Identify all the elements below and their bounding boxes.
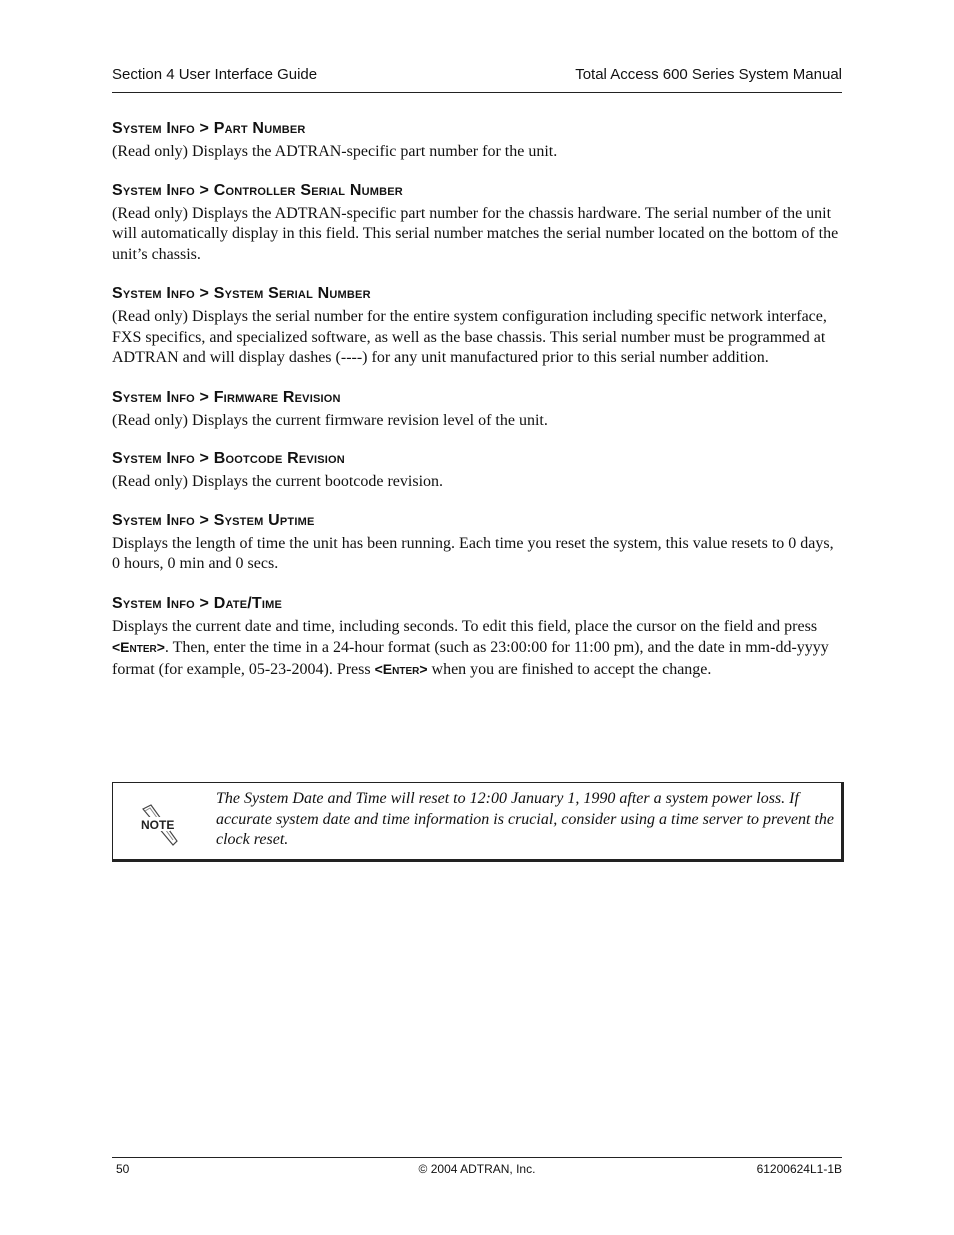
section-body: (Read only) Displays the serial number for the entire system configuration including specific network interface, FXS specifics, and specialized software, as well as the base chassis. This serial number must be programmed at ADTRAN and will display dashes (----) for any unit manufactured prior to this serial number addition. — [112, 308, 827, 366]
section-heading: System Info > Date/Time — [112, 594, 283, 612]
note-icon — [137, 803, 181, 847]
section-heading: System Info > Bootcode Revision — [112, 450, 345, 467]
section-controller-serial-number — [112, 182, 842, 266]
header-section-title: Section 4 User Interface Guide — [112, 66, 318, 83]
enter-key-label: <Enter> — [374, 660, 428, 677]
header-manual-title: Total Access 600 Series System Manual — [575, 66, 842, 83]
note-box — [112, 782, 844, 862]
section-body: (Read only) Displays the current bootcode revision. — [112, 473, 444, 490]
section-bootcode-revision — [112, 450, 842, 493]
section-body: (Read only) Displays the current firmware revision level of the unit. — [112, 411, 548, 429]
page-footer — [112, 1157, 842, 1180]
body-text: . Then, enter the time in a 24-hour format (such as 23:00:00 for 11:00 pm), and the date in mm-dd-yyyy format (for example, 05-23-2004). Press — [112, 639, 829, 678]
section-body: (Read only) Displays the ADTRAN-specific part number for the unit. — [112, 143, 558, 160]
document-number: 61200624L1-1B — [756, 1162, 842, 1176]
body-text: when you are finished to accept the change. — [427, 660, 712, 678]
section-body: Displays the length of time the unit has been running. Each time you reset the system, this value resets to 0 days, 0 hours, 0 min and 0 secs. — [112, 534, 834, 572]
section-body — [112, 617, 842, 681]
section-heading: System Info > System Serial Number — [112, 285, 371, 302]
page-number: 50 — [116, 1162, 130, 1176]
section-part-number — [112, 120, 842, 163]
section-body: (Read only) Displays the ADTRAN-specific part number for the chassis hardware. The serial number of the unit will automatically display in this field. This serial number matches the serial number located on the bottom of the unit’s chassis. — [112, 204, 839, 263]
enter-key-label: <Enter> — [112, 639, 165, 655]
body-text: Displays the current date and time, including seconds. To edit this field, place the cursor on the field and press — [112, 617, 818, 635]
section-system-serial-number — [112, 285, 842, 369]
svg-text:NOTE: NOTE — [141, 818, 175, 832]
page-content — [112, 120, 842, 700]
section-firmware-revision — [112, 389, 842, 432]
section-heading: System Info > Part Number — [112, 120, 306, 137]
section-heading: System Info > System Uptime — [112, 511, 315, 529]
section-heading: System Info > Controller Serial Number — [112, 181, 403, 199]
section-date-time — [112, 595, 842, 681]
copyright: © 2004 ADTRAN, Inc. — [418, 1162, 536, 1176]
section-system-uptime — [112, 512, 842, 575]
note-text: The System Date and Time will reset to 12:00 January 1, 1990 after a system power loss. If accurate system date and time information is crucial, consider using a time server to prevent the clock reset. — [216, 790, 834, 848]
page-header — [112, 64, 842, 93]
section-heading: System Info > Firmware Revision — [112, 388, 341, 406]
